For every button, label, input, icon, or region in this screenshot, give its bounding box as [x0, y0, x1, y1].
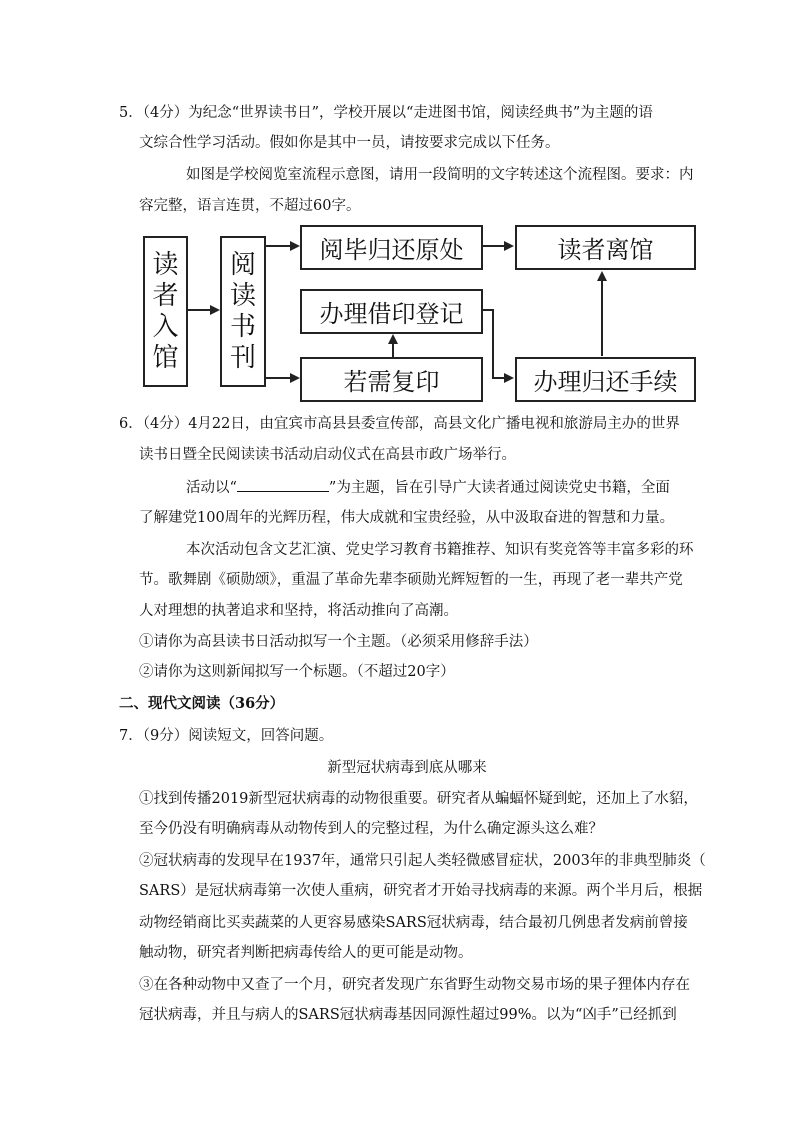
box-read-books-char: 阅	[229, 249, 256, 280]
q6-line-3-pre: 活动以“	[186, 480, 237, 496]
q7-para-3a: ③在各种动物中又查了一个月，研究者发现广东省野生动物交易市场的果子狸体内存在	[139, 977, 690, 993]
arrow-register-to-procedure	[483, 310, 512, 378]
q6-line-7: 人对理想的执著追求和坚持，将活动推向了高潮。	[139, 603, 458, 619]
q6-line-3	[186, 477, 670, 498]
box-reader-leave: 读者离馆	[515, 225, 696, 270]
box-reader-enter	[143, 236, 188, 387]
q6-line-1: 6．（4分）4月22日，由宜宾市高县县委宣传部，高县文化广播电视和旅游局主办的世界	[119, 416, 680, 432]
q7-para-2c: 动物经销商比买卖蔬菜的人更容易感染SARS冠状病毒，结合最初几例患者发病前曾接	[139, 915, 688, 931]
box-reader-enter-char: 读	[152, 249, 179, 280]
box-return-origin: 阅毕归还原处	[300, 225, 483, 270]
article-title: 新型冠状病毒到底从哪来	[327, 760, 487, 776]
q5-line-2: 文综合性学习活动。假如你是其中一员，请按要求完成以下任务。	[139, 135, 560, 151]
box-reader-enter-char: 者	[152, 280, 179, 311]
q5-line-3: 如图是学校阅览室流程示意图，请用一段简明的文字转述这个流程图。要求：内	[186, 167, 694, 183]
q6-line-4: 了解建党100周年的光辉历程，伟大成就和宝贵经验，从中汲取奋进的智慧和力量。	[139, 510, 675, 526]
section-heading: 二、现代文阅读（36分）	[119, 695, 285, 712]
q6-task-1: ①请你为高县读书日活动拟写一个主题。（必须采用修辞手法）	[139, 634, 538, 650]
box-borrow-register: 办理借印登记	[300, 289, 483, 334]
q7-para-2b: SARS）是冠状病毒第一次使人重病，研究者才开始寻找病毒的来源。两个半月后，根据	[139, 883, 703, 899]
box-return-procedure: 办理归还手续	[515, 357, 696, 402]
theme-blank[interactable]	[237, 477, 329, 492]
q5-line-1: 5．（4分）为纪念“世界读书日”，学校开展以“走进图书馆，阅读经典书”为主题的语	[119, 105, 653, 121]
q7-para-2d: 触动物，研究者判断把病毒传给人的更可能是动物。	[139, 945, 473, 961]
box-if-copy: 若需复印	[300, 357, 483, 402]
box-reader-enter-char: 入	[152, 311, 179, 342]
q6-line-5: 本次活动包含文艺汇演、党史学习教育书籍推荐、知识有奖竞答等丰富多彩的环	[186, 542, 694, 558]
q7-para-1b: 至今仍没有明确病毒从动物传到人的完整过程，为什么确定源头这么难？	[139, 821, 603, 837]
q7-para-1a: ①找到传播2019新型冠状病毒的动物很重要。研究者从蝙蝠怀疑到蛇，还加上了水貂，	[139, 791, 698, 807]
q7-para-3b: 冠状病毒，并且与病人的SARS冠状病毒基因同源性超过99%。以为“凶手”已经抓到	[139, 1007, 677, 1023]
q6-line-3-post: ”为主题，旨在引导广大读者通过阅读党史书籍，全面	[328, 480, 670, 496]
q6-task-2: ②请你为这则新闻拟写一个标题。（不超过20字）	[139, 664, 455, 680]
q5-line-4: 容完整，语言连贯，不超过60字。	[139, 198, 361, 214]
box-read-books-char: 书	[229, 311, 256, 342]
box-read-books-char: 刊	[229, 342, 256, 373]
box-read-books	[220, 236, 266, 387]
box-reader-enter-char: 馆	[152, 342, 179, 373]
q7-para-2a: ②冠状病毒的发现早在1937年，通常只引起人类轻微感冒症状，2003年的非典型肺炎（	[139, 853, 706, 869]
q7-line-1: 7．（9分）阅读短文，回答问题。	[119, 728, 334, 744]
box-read-books-char: 读	[229, 280, 256, 311]
q6-line-6: 节。歌舞剧《硕勋颂》，重温了革命先辈李硕勋光辉短暂的一生，再现了老一辈共产党	[139, 572, 683, 588]
q6-line-2: 读书日暨全民阅读读书活动启动仪式在高县市政广场举行。	[139, 447, 516, 463]
